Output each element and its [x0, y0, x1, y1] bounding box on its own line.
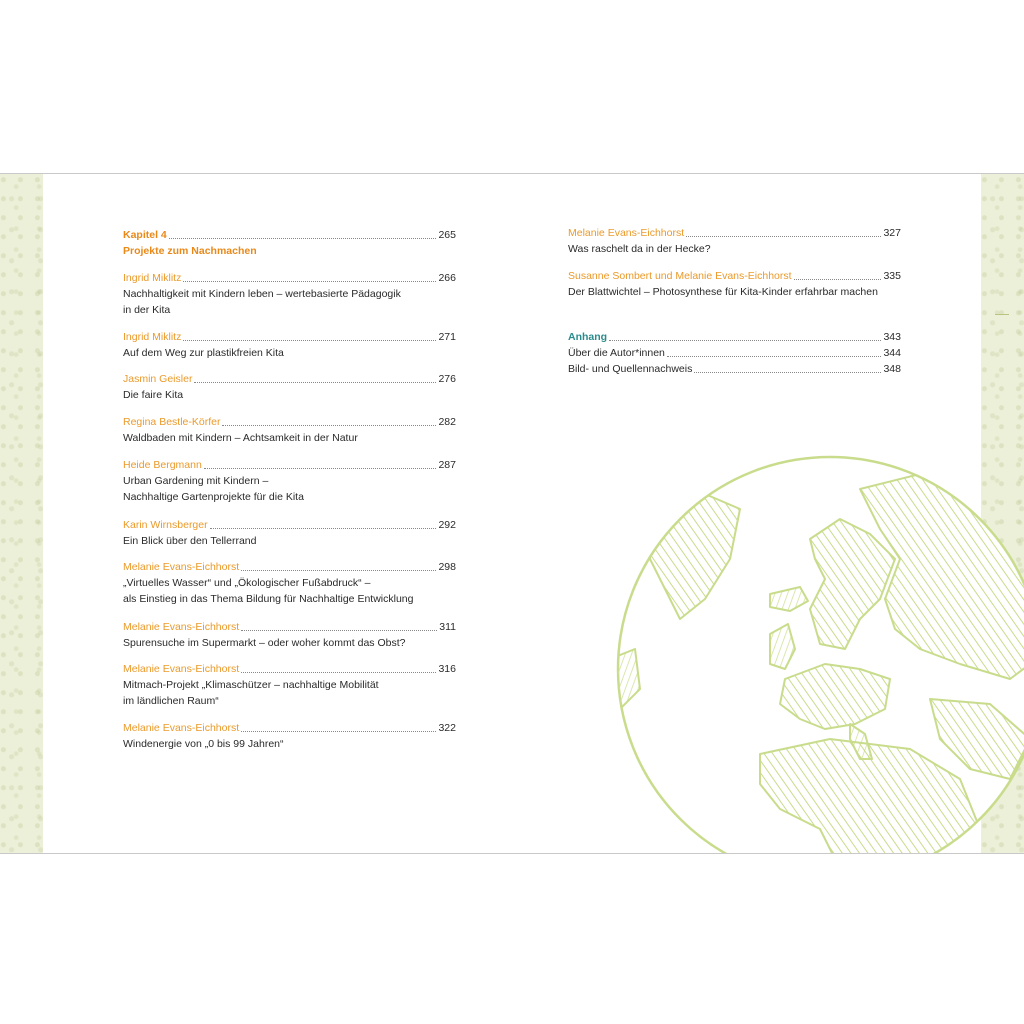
- entry-title-line: Der Blattwichtel – Photosynthese für Kita-Kinder erfahrbar machen: [568, 286, 878, 298]
- entry-title-line: Mitmach-Projekt „Klimaschützer – nachhaltige Mobilität: [123, 679, 379, 691]
- author-name: Melanie Evans-Eichhorst: [123, 722, 240, 734]
- author-name: Ingrid Miklitz: [123, 272, 182, 284]
- author-name: Melanie Evans-Eichhorst: [123, 561, 240, 573]
- author-name: Karin Wirnsberger: [123, 519, 208, 531]
- leader-dots: [183, 339, 436, 341]
- leader-dots: [222, 424, 436, 426]
- toc-entry[interactable]: [123, 720, 456, 752]
- leader-dots: [241, 730, 436, 732]
- toc-appendix-item[interactable]: [568, 361, 901, 377]
- page-number: 335: [883, 270, 901, 282]
- author-name: Susanne Sombert und Melanie Evans-Eichhorst: [568, 270, 792, 282]
- leader-dots: [241, 629, 437, 631]
- leader-dots: [169, 237, 437, 239]
- page-number: 282: [438, 416, 456, 428]
- page-number: 298: [438, 561, 456, 573]
- author-name: Heide Bergmann: [123, 459, 202, 471]
- entry-title-line: im ländlichen Raum“: [123, 695, 219, 707]
- leader-dots: [194, 381, 436, 383]
- leader-dots: [686, 235, 881, 237]
- chapter-subtitle: Projekte zum Nachmachen: [123, 245, 257, 257]
- toc-entry[interactable]: [123, 661, 456, 709]
- toc-entry[interactable]: [123, 559, 456, 607]
- page-number: 265: [438, 229, 456, 241]
- author-name: Melanie Evans-Eichhorst: [568, 227, 685, 239]
- author-name: Melanie Evans-Eichhorst: [123, 663, 240, 675]
- toc-entry[interactable]: [123, 517, 456, 549]
- author-name: Regina Bestle-Körfer: [123, 416, 221, 428]
- toc-entry[interactable]: [123, 270, 456, 318]
- leader-dots: [210, 527, 437, 529]
- entry-title-line: Waldbaden mit Kindern – Achtsamkeit in der Natur: [123, 432, 358, 444]
- author-name: Melanie Evans-Eichhorst: [123, 621, 240, 633]
- toc-entry[interactable]: [123, 414, 456, 446]
- entry-title-line: Auf dem Weg zur plastikfreien Kita: [123, 347, 284, 359]
- book-spread: [0, 173, 1024, 854]
- page-number: 344: [883, 347, 901, 359]
- entry-title-line: Windenergie von „0 bis 99 Jahren“: [123, 738, 284, 750]
- toc-entry[interactable]: [123, 619, 456, 651]
- leader-dots: [794, 278, 882, 280]
- page-number: 271: [438, 331, 456, 343]
- leader-dots: [241, 569, 436, 571]
- appendix-label: Anhang: [568, 331, 608, 343]
- entry-title-line: Ein Blick über den Tellerrand: [123, 535, 257, 547]
- entry-title-line: Spurensuche im Supermarkt – oder woher kommt das Obst?: [123, 637, 406, 649]
- entry-title-line: Die faire Kita: [123, 389, 184, 401]
- sketched-globe-icon: [610, 449, 1024, 854]
- page-number: 316: [438, 663, 456, 675]
- entry-title-line: Was raschelt da in der Hecke?: [568, 243, 711, 255]
- entry-title-line: als Einstieg in das Thema Bildung für Nachhaltige Entwicklung: [123, 593, 414, 605]
- leader-dots: [609, 339, 881, 341]
- leader-dots: [241, 671, 436, 673]
- leader-dots: [694, 371, 881, 373]
- leader-dots: [667, 355, 882, 357]
- leader-dots: [204, 467, 437, 469]
- page-number: 292: [438, 519, 456, 531]
- entry-title-line: „Virtuelles Wasser“ und „Ökologischer Fußabdruck“ –: [123, 577, 371, 589]
- entry-title-line: Nachhaltigkeit mit Kindern leben – wertebasierte Pädagogik: [123, 288, 401, 300]
- appendix-item-label: Bild- und Quellennachweis: [568, 363, 693, 375]
- toc-appendix-item[interactable]: [568, 345, 901, 361]
- toc-entry[interactable]: [568, 225, 901, 257]
- page-number: 348: [883, 363, 901, 375]
- page-number: 266: [438, 272, 456, 284]
- toc-entry[interactable]: [123, 371, 456, 403]
- toc-left: [123, 227, 456, 767]
- appendix-item-label: Über die Autor*innen: [568, 347, 665, 359]
- toc-entry[interactable]: [568, 268, 901, 300]
- toc-appendix: [568, 329, 901, 389]
- page-number: 287: [438, 459, 456, 471]
- page-number: 311: [439, 621, 456, 633]
- author-name: Jasmin Geisler: [123, 373, 193, 385]
- page-number: 327: [883, 227, 901, 239]
- toc-appendix-heading[interactable]: [568, 329, 901, 345]
- chapter-label: Kapitel 4: [123, 229, 167, 241]
- page-number: 276: [438, 373, 456, 385]
- toc-chapter-4[interactable]: [123, 227, 456, 259]
- author-name: Ingrid Miklitz: [123, 331, 182, 343]
- entry-title-line: Urban Gardening mit Kindern –: [123, 475, 269, 487]
- page-number: 343: [883, 331, 901, 343]
- toc-entry[interactable]: [123, 457, 456, 505]
- left-paper-edge: [0, 174, 43, 853]
- toc-entry[interactable]: [123, 329, 456, 361]
- page-number: 322: [438, 722, 456, 734]
- entry-title-line: Nachhaltige Gartenprojekte für die Kita: [123, 491, 304, 503]
- entry-title-line: in der Kita: [123, 304, 171, 316]
- leader-dots: [183, 280, 436, 282]
